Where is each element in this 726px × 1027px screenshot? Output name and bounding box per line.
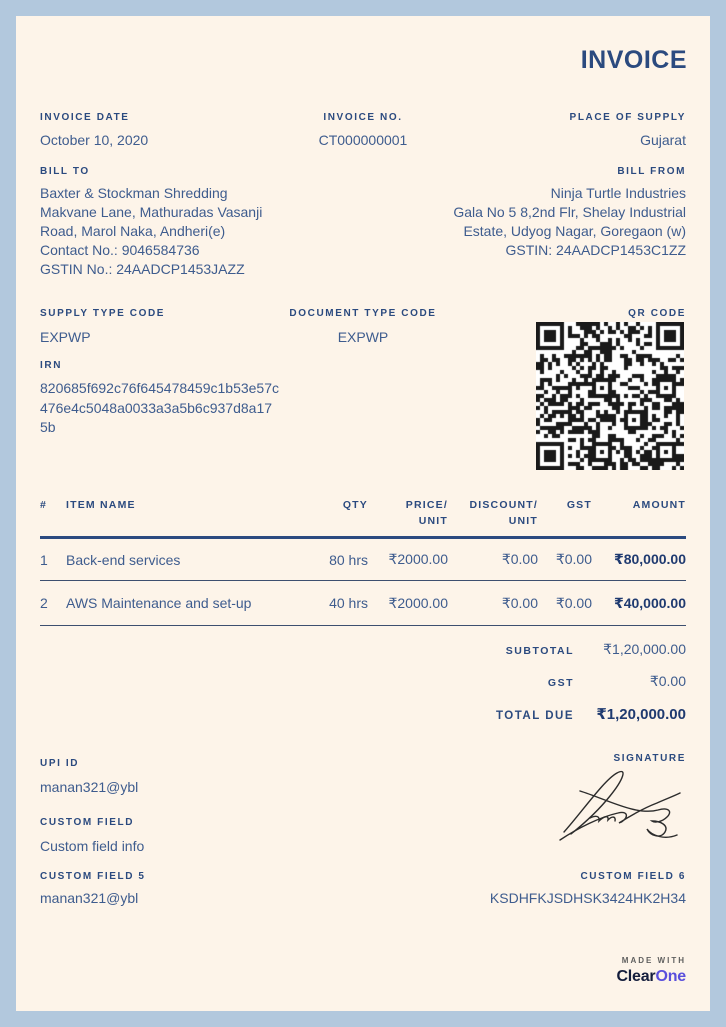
- custom-field-5-value: manan321@ybl: [40, 890, 139, 906]
- bill-to-address-line: Road, Marol Naka, Andheri(e): [40, 223, 226, 239]
- supply-type-value: EXPWP: [40, 329, 91, 345]
- bill-from-address-line: Gala No 5 8,2nd Flr, Shelay Industrial: [453, 204, 686, 220]
- total-due-row: [366, 705, 686, 726]
- item-amount: ₹40,000.00: [613, 594, 686, 611]
- clearone-logo-clear: Clear: [616, 968, 656, 985]
- qr-code-label: QR CODE: [628, 308, 686, 319]
- invoice-number-label: INVOICE NO.: [323, 112, 403, 123]
- table-row: [40, 539, 686, 581]
- billing-section: [40, 166, 686, 279]
- custom-field-5-block: [40, 871, 146, 906]
- place-of-supply-label: PLACE OF SUPPLY: [569, 112, 686, 123]
- bill-from-block: [363, 166, 686, 279]
- bill-from-gstin: GSTIN: 24AADCP1453C1ZZ: [505, 242, 686, 258]
- custom-field-label: CUSTOM FIELD: [40, 817, 135, 828]
- upi-id-label: UPI ID: [40, 758, 80, 769]
- items-table-header: [40, 497, 686, 529]
- subtotal-value: ₹1,20,000.00: [603, 641, 686, 657]
- invoice-date-label: INVOICE DATE: [40, 112, 130, 123]
- supply-type-label: SUPPLY TYPE CODE: [40, 308, 166, 319]
- invoice-number-block: [255, 107, 470, 148]
- item-name: Back-end services: [66, 551, 181, 568]
- invoice-date-block: [40, 107, 255, 148]
- custom-field-block: [40, 812, 144, 854]
- bill-from-address-line: Estate, Udyog Nagar, Goregaon (w): [463, 223, 686, 239]
- irn-value-line: 5b: [40, 419, 56, 435]
- document-type-label: DOCUMENT TYPE CODE: [289, 308, 437, 319]
- item-amount: ₹80,000.00: [613, 551, 686, 567]
- subtotal-row: [366, 641, 686, 662]
- invoice-date-value: October 10, 2020: [40, 132, 149, 148]
- bill-from-name: Ninja Turtle Industries: [550, 185, 686, 201]
- custom-field-value: Custom field info: [40, 838, 145, 854]
- document-type-value: EXPWP: [337, 329, 389, 345]
- irn-value-line: 820685f692c76f645478459c1b53e57c: [40, 380, 280, 396]
- item-gst: ₹0.00: [555, 594, 592, 611]
- item-discount: ₹0.00: [501, 551, 538, 567]
- total-due-label: TOTAL DUE: [495, 710, 574, 722]
- item-number: 1: [40, 551, 48, 568]
- column-header-price-line1: PRICE/: [405, 499, 448, 511]
- bill-to-name: Baxter & Stockman Shredding: [40, 185, 228, 201]
- place-of-supply-block: [471, 107, 686, 148]
- qr-code-image: [536, 322, 684, 470]
- column-header-number: #: [40, 499, 48, 511]
- bill-to-gstin: GSTIN No.: 24AADCP1453JAZZ: [40, 261, 245, 277]
- clearone-logo: [616, 968, 686, 986]
- gst-total-label: GST: [547, 677, 574, 689]
- bill-to-contact: Contact No.: 9046584736: [40, 242, 200, 258]
- bill-to-block: [40, 166, 363, 279]
- column-header-qty: QTY: [342, 499, 368, 511]
- custom-fields-row: [40, 871, 686, 906]
- made-with-text: MADE WITH: [621, 956, 686, 965]
- place-of-supply-value: Gujarat: [640, 132, 686, 148]
- item-qty: 40 hrs: [329, 595, 368, 611]
- totals-section: [366, 641, 686, 737]
- column-header-gst: GST: [566, 499, 592, 511]
- supply-type-block: [40, 303, 255, 345]
- irn-value-line: 476e4c5048a0033a3a5b6c937d8a17: [40, 399, 273, 416]
- column-header-item-name: ITEM NAME: [66, 499, 136, 511]
- column-header-amount: AMOUNT: [632, 499, 686, 511]
- bill-to-address-line: Makvane Lane, Mathuradas Vasanji: [40, 204, 263, 220]
- upi-block: [40, 753, 138, 795]
- item-price: ₹2000.00: [388, 594, 448, 611]
- irn-block: [40, 360, 352, 438]
- custom-field-6-block: [490, 871, 686, 906]
- invoice-title: INVOICE: [580, 46, 687, 74]
- item-gst: ₹0.00: [555, 551, 592, 567]
- invoice-card: [16, 16, 710, 1011]
- custom-field-6-value: KSDHFKJSDHSK3424HK2H34: [489, 890, 686, 906]
- gst-total-value: ₹0.00: [649, 673, 686, 689]
- table-row: [40, 582, 686, 626]
- subtotal-label: SUBTOTAL: [505, 645, 574, 657]
- custom-field-5-label: CUSTOM FIELD 5: [40, 871, 146, 882]
- bill-to-label: BILL TO: [40, 166, 90, 177]
- column-header-price-unit: [368, 497, 448, 529]
- item-number: 2: [40, 595, 48, 611]
- item-name: AWS Maintenance and set-up: [66, 595, 252, 611]
- gst-total-row: [366, 673, 686, 694]
- qr-code-canvas: [536, 322, 684, 470]
- item-qty: 80 hrs: [329, 551, 368, 568]
- column-header-discount-unit: [448, 497, 538, 529]
- invoice-meta-row: [40, 107, 686, 148]
- custom-field-6-label: CUSTOM FIELD 6: [580, 871, 686, 882]
- column-header-discount-line2: UNIT: [508, 515, 538, 527]
- irn-label: IRN: [40, 360, 63, 371]
- total-due-value: ₹1,20,000.00: [596, 706, 686, 723]
- item-price: ₹2000.00: [388, 551, 448, 567]
- document-type-block: [255, 303, 470, 345]
- column-header-price-line2: UNIT: [418, 515, 448, 527]
- upi-id-value: manan321@ybl: [40, 779, 139, 795]
- signature-image: [556, 766, 688, 858]
- invoice-number-value: CT000000001: [318, 132, 408, 148]
- bill-from-label: BILL FROM: [617, 166, 686, 177]
- signature-label: SIGNATURE: [613, 753, 686, 764]
- column-header-discount-line1: DISCOUNT/: [469, 499, 538, 511]
- item-discount: ₹0.00: [501, 594, 538, 611]
- clearone-logo-one: One: [655, 968, 686, 985]
- made-with-footer: [616, 956, 686, 986]
